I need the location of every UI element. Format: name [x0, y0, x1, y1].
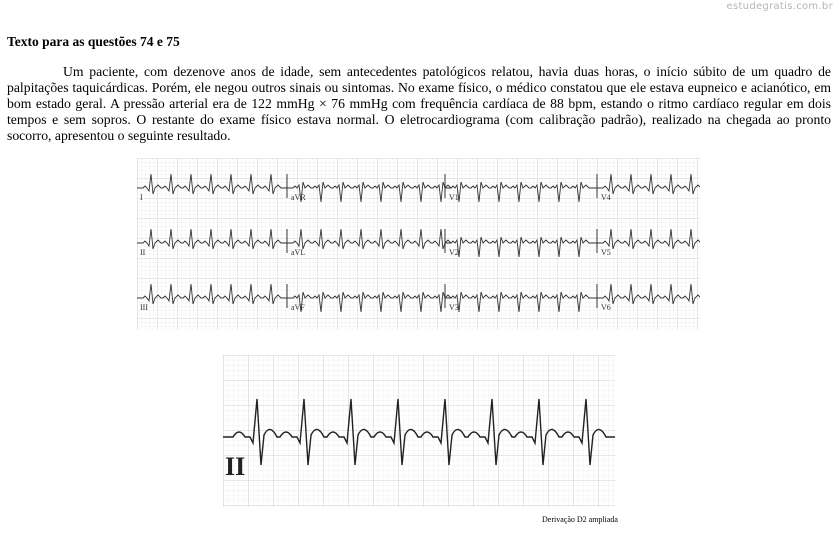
- ecg-lead-ii-label: II: [225, 452, 246, 481]
- ecg-lead-label-aVR: aVR: [291, 193, 306, 202]
- ecg-lead-label-I: I: [140, 193, 143, 202]
- ecg-lead-label-V5: V5: [601, 248, 611, 257]
- ecg-lead-label-III: III: [140, 303, 148, 312]
- ecg-lead-ii-rhythm-strip: [223, 355, 615, 507]
- ecg-lead-label-V4: V4: [601, 193, 611, 202]
- ecg-lead-label-II: II: [140, 248, 146, 257]
- ecg-caption: Derivação D2 ampliada: [542, 515, 618, 524]
- ecg-lead-label-V3: V3: [449, 303, 459, 312]
- ecg-lead-label-V1: V1: [449, 193, 459, 202]
- ecg-lead-label-V2: V2: [449, 248, 459, 257]
- ecg-lead-label-aVF: aVF: [291, 303, 305, 312]
- ecg-12-lead-image: [137, 158, 700, 330]
- case-description: Um paciente, com dezenove anos de idade, sem antecedentes patológicos relatou, havia duas horas, o início súbito de um quadro de palpitações taquicárdicas. Porém, ele negou outros sinais ou sintomas. No exame físico, o médico constatou que ele estava eupneico e acianótico, em bom estado geral. A pressão arterial era de 122 mmHg × 76 mmHg com frequência cardíaca de 88 bpm, estando o ritmo cardíaco regular em dois tempos e sem sopros. O restante do exame físico estava normal. O eletrocardiograma (com calibração padrão), realizado na chegada ao pronto socorro, apresentou o seguinte resultado.: [7, 64, 831, 143]
- site-watermark: estudegratis.com.br: [726, 1, 833, 12]
- section-heading: Texto para as questões 74 e 75: [7, 34, 180, 49]
- ecg-lead-label-V6: V6: [601, 303, 611, 312]
- ecg-lead-label-aVL: aVL: [291, 248, 306, 257]
